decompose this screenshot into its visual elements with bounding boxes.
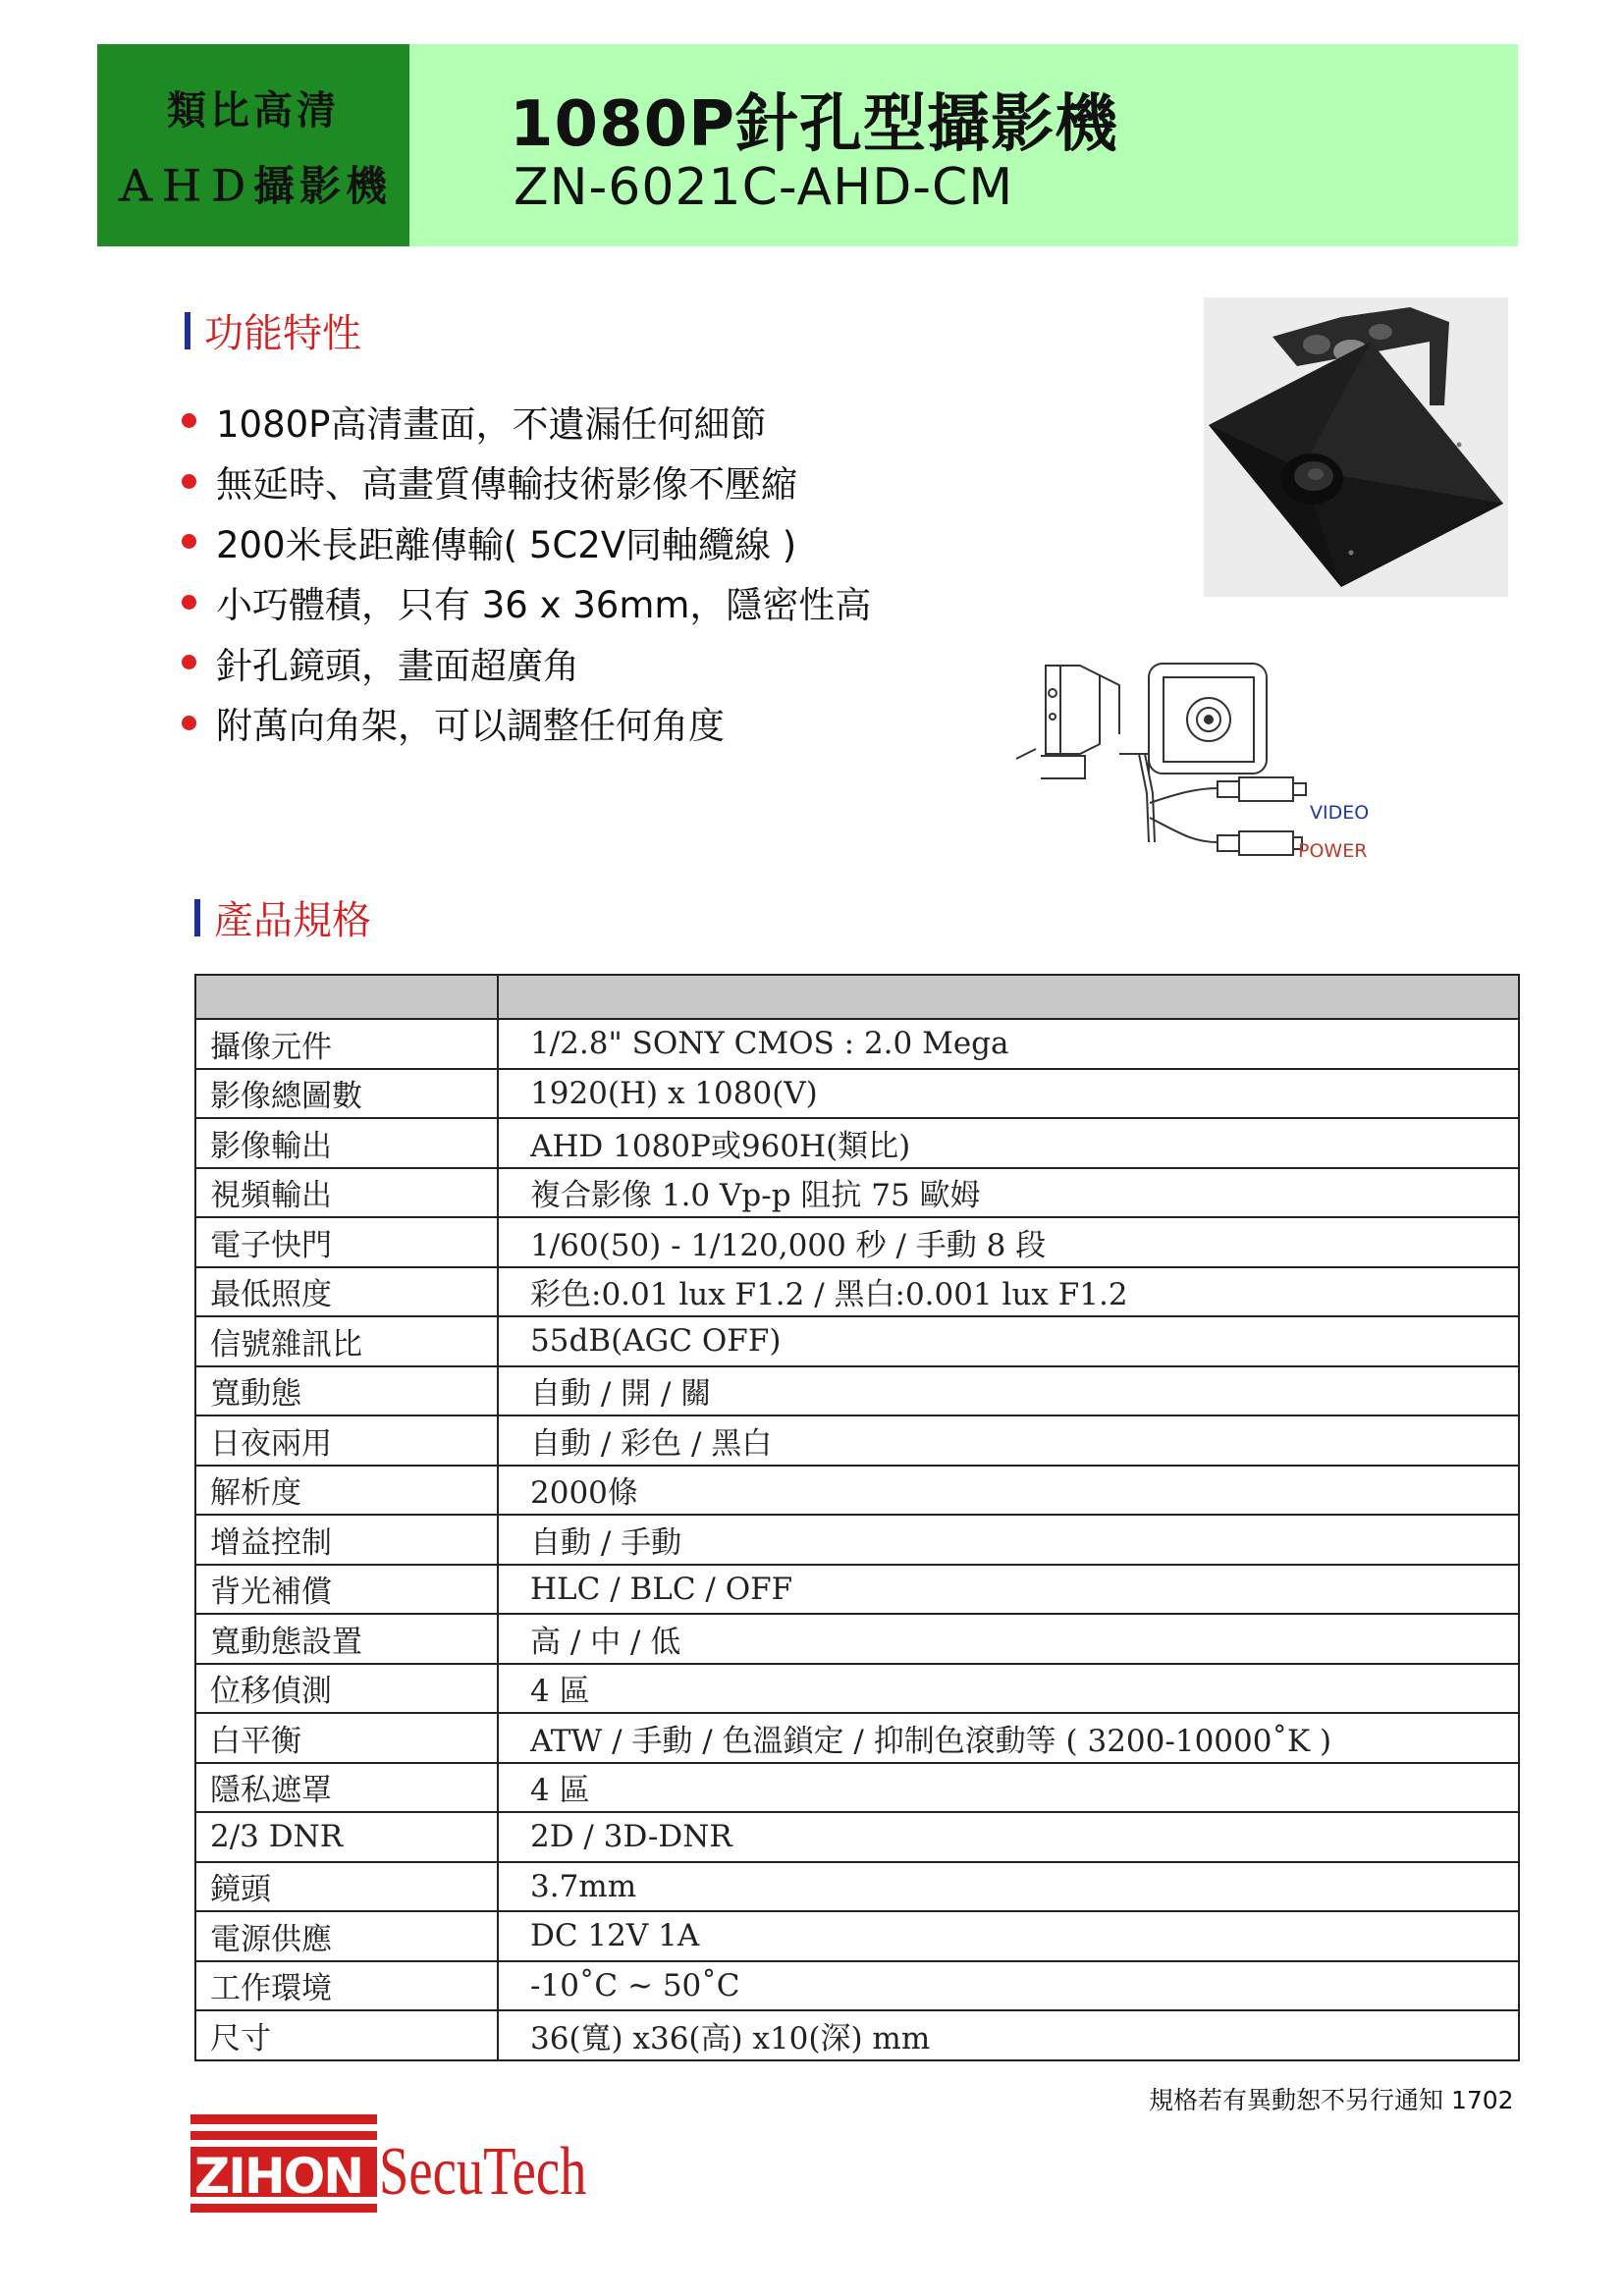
spec-value: 1/60(50) - 1/120,000 秒 / 手動 8 段 [498, 1217, 1519, 1267]
spec-heading-text: 產品規格 [214, 898, 371, 943]
features-heading [185, 302, 361, 358]
spec-label: 隱私遮罩 [195, 1763, 498, 1813]
spec-heading [194, 889, 371, 945]
feature-text: 針孔鏡頭，畫面超廣角 [216, 644, 579, 687]
table-row [195, 1961, 1519, 2011]
table-row [195, 1069, 1519, 1119]
spec-value: HLC / BLC / OFF [498, 1565, 1519, 1615]
feature-text: 200米長距離傳輸( 5C2V同軸纜線 ) [216, 523, 797, 566]
bullet-icon [182, 413, 196, 428]
bullet-icon [182, 534, 196, 549]
bullet-icon [182, 716, 196, 730]
logo-stripe [190, 2140, 377, 2147]
spec-label: 背光補償 [195, 1565, 498, 1615]
spec-value: 4 區 [498, 1763, 1519, 1813]
dimension-drawing [1011, 646, 1384, 872]
table-row [195, 1862, 1519, 1912]
spec-value: 複合影像 1.0 Vp-p 阻抗 75 歐姆 [498, 1168, 1519, 1218]
table-row [195, 1763, 1519, 1813]
spec-value: 1920(H) x 1080(V) [498, 1069, 1519, 1119]
feature-text: 無延時、高畫質傳輸技術影像不壓縮 [216, 463, 797, 507]
video-connector-label: VIDEO [1310, 802, 1370, 824]
spec-table [194, 974, 1520, 2061]
spec-value: 高 / 中 / 低 [498, 1614, 1519, 1664]
spec-label: 2/3 DNR [195, 1812, 498, 1862]
table-row [195, 2010, 1519, 2060]
spec-value: 1/2.8" SONY CMOS : 2.0 Mega [498, 1019, 1519, 1069]
spec-label: 影像輸出 [195, 1118, 498, 1168]
category-line-2: ＡＨＤ攝影機 [114, 162, 392, 210]
table-row [195, 1168, 1519, 1218]
spec-value: AHD 1080P或960H(類比) [498, 1118, 1519, 1168]
table-row [195, 1415, 1519, 1466]
table-row [195, 1911, 1519, 1961]
spec-label: 電子快門 [195, 1217, 498, 1267]
table-row [195, 1664, 1519, 1714]
feature-text: 小巧體積，只有 36 x 36mm，隱密性高 [216, 584, 872, 627]
bullet-icon [182, 655, 196, 669]
header-cell [498, 975, 1519, 1019]
spec-label: 攝像元件 [195, 1019, 498, 1069]
company-logo [190, 2101, 587, 2218]
table-row [195, 1217, 1519, 1267]
feature-text: 1080P高清畫面，不遺漏任何細節 [216, 402, 767, 446]
table-row [195, 1118, 1519, 1168]
table-row [195, 1565, 1519, 1615]
bullet-icon [182, 474, 196, 489]
feature-item [182, 572, 871, 633]
spec-value: 4 區 [498, 1664, 1519, 1714]
model-number: ZN-6021C-AHD-CM [514, 158, 1014, 217]
header-banner [97, 44, 1518, 246]
header-cell [195, 975, 498, 1019]
spec-label: 鏡頭 [195, 1862, 498, 1912]
table-row [195, 1366, 1519, 1416]
camera-image-icon [1204, 297, 1508, 597]
logo-mark-text: ZIHON [194, 2148, 363, 2205]
spec-label: 視頻輸出 [195, 1168, 498, 1218]
logo-wordmark: SecuTech [379, 2134, 587, 2210]
spec-label: 最低照度 [195, 1267, 498, 1317]
spec-label: 信號雜訊比 [195, 1316, 498, 1366]
spec-label: 尺寸 [195, 2010, 498, 2060]
spec-label: 寬動態設置 [195, 1614, 498, 1664]
spec-value: 自動 / 彩色 / 黑白 [498, 1415, 1519, 1466]
logo-mark [190, 2114, 377, 2213]
spec-value: DC 12V 1A [498, 1911, 1519, 1961]
spec-label: 白平衡 [195, 1713, 498, 1763]
spec-value: 36(寬) x36(高) x10(深) mm [498, 2010, 1519, 2060]
spec-value: -10˚C ~ 50˚C [498, 1961, 1519, 2011]
spec-label: 日夜兩用 [195, 1415, 498, 1466]
spec-label: 寬動態 [195, 1366, 498, 1416]
spec-change-notice: 規格若有異動恕不另行通知 1702 [1149, 2086, 1514, 2114]
table-row [195, 1812, 1519, 1862]
spec-label: 位移偵測 [195, 1664, 498, 1714]
spec-label: 工作環境 [195, 1961, 498, 2011]
spec-label: 電源供應 [195, 1911, 498, 1961]
table-header-row [195, 975, 1519, 1019]
power-connector-label: POWER [1298, 840, 1368, 862]
feature-item [182, 452, 871, 512]
product-title: 1080P針孔型攝影機 [510, 88, 1119, 161]
spec-label: 影像總圖數 [195, 1069, 498, 1119]
table-row [195, 1713, 1519, 1763]
category-line-1: 類比高清 [167, 88, 340, 133]
table-row [195, 1515, 1519, 1565]
logo-stripe [190, 2124, 377, 2131]
feature-item [182, 632, 871, 693]
spec-value: 2D / 3D-DNR [498, 1812, 1519, 1862]
feature-item [182, 391, 871, 452]
spec-value: 彩色:0.01 lux F1.2 / 黑白:0.001 lux F1.2 [498, 1267, 1519, 1317]
feature-list [182, 391, 871, 753]
spec-value: 自動 / 手動 [498, 1515, 1519, 1565]
heading-bar [194, 899, 200, 936]
product-photo [1204, 297, 1508, 597]
table-row [195, 1614, 1519, 1664]
spec-value: 自動 / 開 / 關 [498, 1366, 1519, 1416]
table-row [195, 1316, 1519, 1366]
spec-value: 2000條 [498, 1466, 1519, 1516]
spec-label: 解析度 [195, 1466, 498, 1516]
table-row [195, 1466, 1519, 1516]
feature-text: 附萬向角架，可以調整任何角度 [216, 705, 725, 748]
spec-value: 3.7mm [498, 1862, 1519, 1912]
category-badge [97, 44, 409, 246]
spec-value: ATW / 手動 / 色溫鎖定 / 抑制色滾動等 ( 3200-10000˚K ) [498, 1713, 1519, 1763]
bullet-icon [182, 595, 196, 610]
spec-label: 增益控制 [195, 1515, 498, 1565]
table-row [195, 1267, 1519, 1317]
heading-bar [185, 312, 190, 349]
table-row [195, 1019, 1519, 1069]
feature-item [182, 511, 871, 572]
feature-item [182, 693, 871, 754]
features-heading-text: 功能特性 [204, 311, 361, 356]
spec-value: 55dB(AGC OFF) [498, 1316, 1519, 1366]
